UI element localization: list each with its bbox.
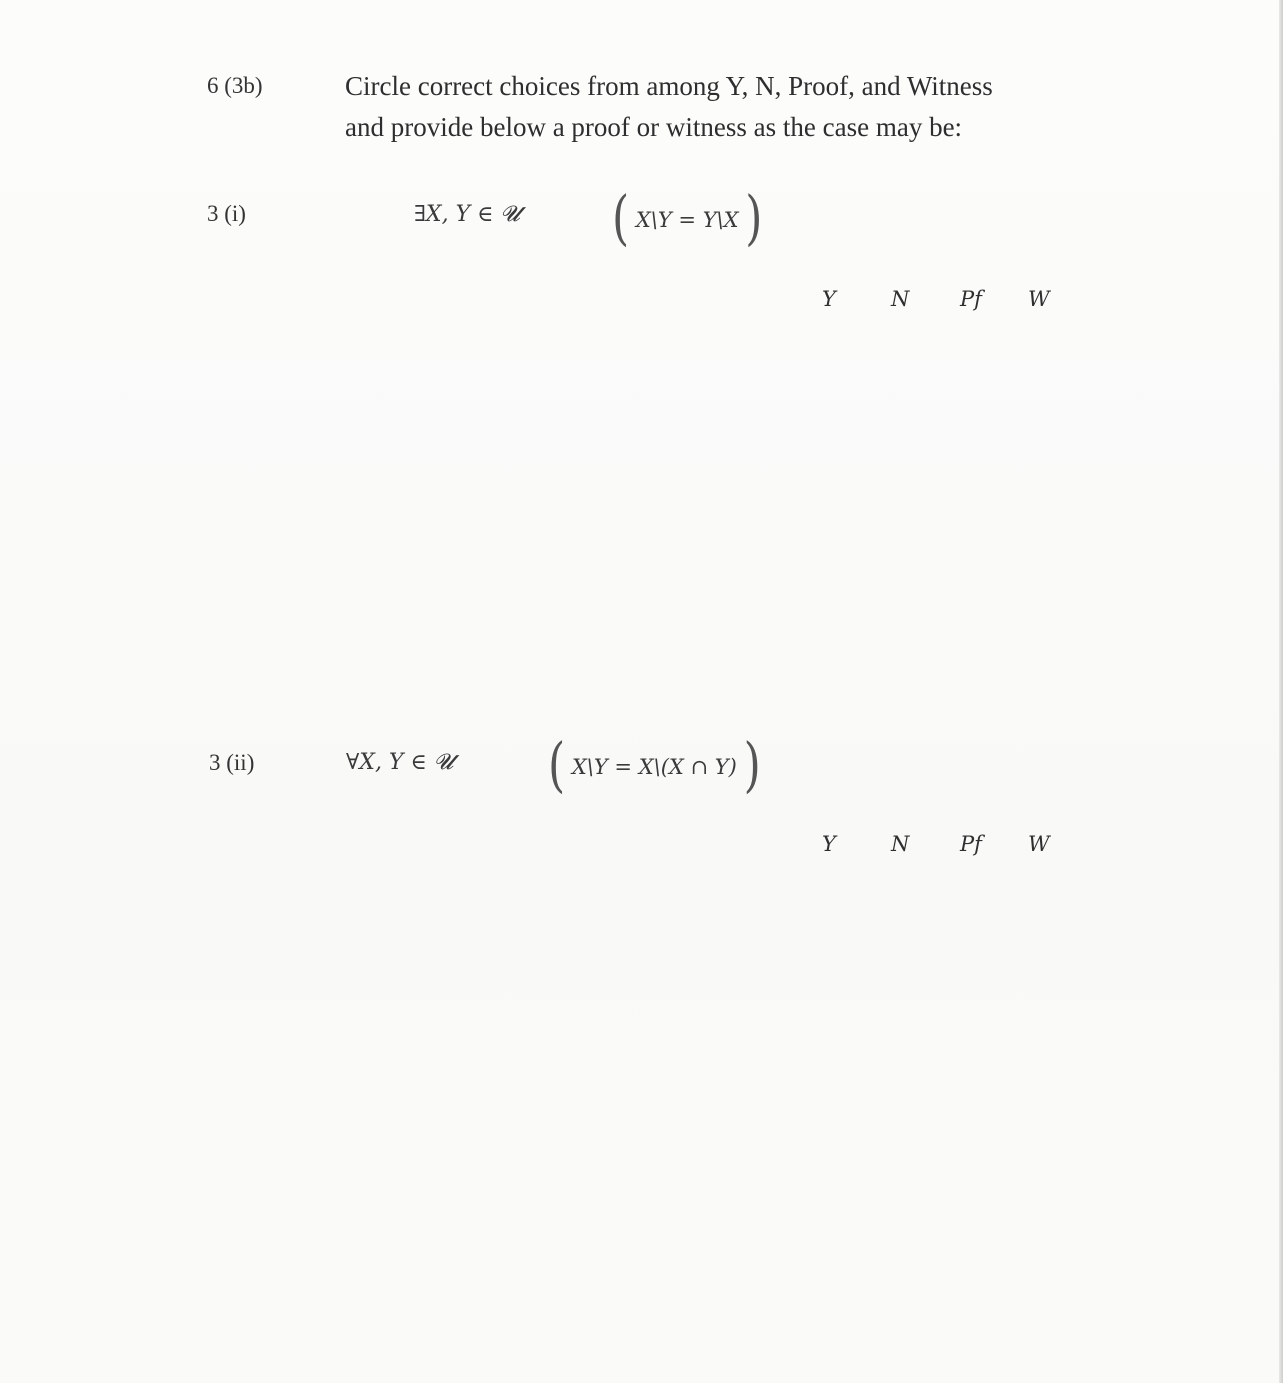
choice-witness[interactable]: W <box>1028 832 1050 856</box>
instruction-line-1: Circle correct choices from among Y, N, Proof, and Witness <box>345 71 993 101</box>
part-number-i: 3 (i) <box>207 201 246 226</box>
problem-number: 6 (3b) <box>207 73 263 98</box>
choice-y[interactable]: Y <box>822 287 836 311</box>
choice-proof[interactable]: Pf <box>960 832 982 856</box>
page-edge-shadow <box>1279 0 1283 1383</box>
set-difference-expression: X\Y = Y\X <box>635 208 739 232</box>
choice-witness[interactable]: W <box>1028 287 1050 311</box>
close-paren: ) <box>743 731 761 800</box>
quantifier-exists: ∃X, Y ∈ 𝓤 <box>414 202 520 227</box>
choice-n[interactable]: N <box>891 832 910 856</box>
quantifier-forall: ∀X, Y ∈ 𝓤 <box>346 750 454 775</box>
expression-ii <box>548 731 761 800</box>
part-number-ii: 3 (ii) <box>209 750 255 775</box>
open-paren: ( <box>612 184 630 253</box>
instruction-line-2: and provide below a proof or witness as the case may be: <box>345 112 963 142</box>
choice-n[interactable]: N <box>891 287 910 311</box>
choice-row-i <box>0 287 1283 317</box>
choice-y[interactable]: Y <box>822 832 836 856</box>
choice-proof[interactable]: Pf <box>960 287 982 311</box>
expression-i <box>612 184 763 253</box>
set-difference-expression: X\Y = X\(X ∩ Y) <box>571 755 737 779</box>
close-paren: ) <box>745 184 763 253</box>
choice-row-ii <box>0 832 1283 862</box>
open-paren: ( <box>548 731 566 800</box>
